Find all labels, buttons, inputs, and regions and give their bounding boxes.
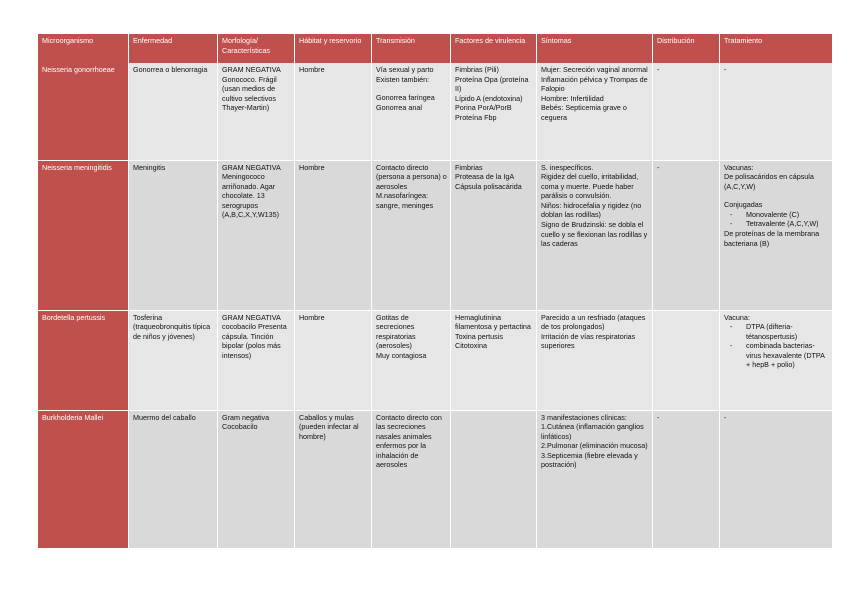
cell-transmision [372,63,451,160]
virulencia-line: Toxina pertusis [455,331,503,341]
cell-sintomas [537,160,653,310]
virulencia-line: Proteína Fbp [455,112,497,122]
sintomas-line: Rigidez del cuello, irritabilidad, coma y muerte. Puede haber parálisis o convulsión. [541,172,639,201]
tratamiento-line: - [724,412,727,422]
cell-habitat: Hombre [295,63,372,160]
sintomas-line: 3 manifestaciones clínicas: [541,412,627,422]
sintomas-line: Mujer: Secreción vaginal anormal [541,65,648,74]
microorganism-table [37,34,832,549]
cell-virulencia [451,310,537,410]
sintomas-line: 1.Cutánea (inflamación ganglios linfáticos) [541,422,644,441]
transmision-line: Vía sexual y parto [376,65,434,74]
table-row [38,160,832,310]
cell-distribucion [653,310,720,410]
sintomas-line: 3.Septicemia (fiebre elevada y postración) [541,450,638,470]
sintomas-line: Signo de Brudzinski: se dobla el cuello y se flexionan las rodillas y las caderas [541,219,648,249]
sintomas-line: Inflamación pélvica y Trompas de Falopio [541,74,648,94]
cell-virulencia [451,63,537,160]
header-habitat: Hábitat y reservorio [295,34,372,63]
cell-microorganismo: Neisseria gonorrhoeae [38,63,129,160]
header-sintomas: Síntomas [537,34,653,63]
header-transmision: Transmisión [372,34,451,63]
transmision-line: Muy contagiosa [376,350,427,360]
tratamiento-line: Vacunas: [724,162,754,172]
virulencia-line: Fimbrias [455,162,483,172]
cell-morfologia: GRAM NEGATIVA cocobacilo Presenta cápsula. Tinción bipolar (polos más intensos) [218,310,295,410]
transmision-line: M.nasofaríngea: sangre, meninges [376,191,434,210]
tratamiento-line: - [724,65,727,74]
header-virulencia: Factores de virulencia [451,34,537,63]
virulencia-line: Hemaglutinina filamentosa y pertactina [455,312,531,332]
virulencia-line: Cápsula polisacárida [455,181,522,191]
cell-habitat: Hombre [295,310,372,410]
transmision-line: Gotitas de secreciones respiratorias (aerosoles) [376,312,416,351]
transmision-line: Gonorrea anal [376,102,422,112]
header-microorganismo: Microorganismo [38,34,129,63]
cell-tratamiento [720,63,832,160]
sintomas-line: Irritación de vías respiratorias superiores [541,331,636,351]
header-row [38,34,832,63]
transmision-line: Contacto directo con las secreciones nasales animales enfermos por la inhalación de aerosoles [376,412,442,470]
list-item: - DTPA (difteria-tétanospertusis) [724,322,829,341]
cell-virulencia [451,410,537,548]
cell-enfermedad: Tosferina (traqueobronquitis típica de niños y jóvenes) [129,310,218,410]
tratamiento-line: Vacuna: [724,312,750,322]
sintomas-line: S. inespecíficos. [541,162,594,172]
cell-virulencia [451,160,537,310]
cell-tratamiento [720,160,832,310]
virulencia-line: Porina PorA/PorB [455,103,512,113]
table-row [38,310,832,410]
table-row [38,63,832,160]
tratamiento-conjugadas-list [724,210,829,229]
cell-tratamiento [720,310,832,410]
sintomas-line: Hombre: Infertilidad [541,93,604,103]
cell-sintomas [537,63,653,160]
cell-microorganismo: Neisseria meningitidis [38,160,129,310]
cell-microorganismo: Bordetella pertussis [38,310,129,410]
cell-sintomas [537,410,653,548]
virulencia-line: Proteasa de la IgA [455,172,515,182]
list-item: - Monovalente (C) [724,210,829,220]
cell-habitat: Hombre [295,160,372,310]
cell-morfologia: GRAM NEGATIVA Gonococo. Frágil (usan medios de cultivo selectivos Thayer-Martin) [218,63,295,160]
virulencia-line: Lípido A (endotoxina) [455,93,523,103]
cell-microorganismo: Burkholderia Mallei [38,410,129,548]
cell-tratamiento [720,410,832,548]
transmision-line: Contacto directo (persona a persona) o aerosoles [376,162,447,191]
header-distribucion: Distribución [653,34,720,63]
virulencia-line: Citotoxina [455,341,487,351]
cell-morfologia: Gram negativa Cocobacilo [218,410,295,548]
cell-sintomas [537,310,653,410]
sintomas-line: Bebés: Septicemia grave o ceguera [541,103,627,122]
header-morfologia: Morfología/ Características [218,34,295,63]
table-row [38,410,832,548]
cell-transmision [372,410,451,548]
sintomas-line: 2.Pulmonar (eliminación mucosa) [541,441,648,451]
cell-transmision [372,310,451,410]
header-tratamiento: Tratamiento [720,34,832,63]
list-item: - combinada bacterias-virus hexavalente (DTPA + hepB + polio) [724,341,829,370]
cell-transmision [372,160,451,310]
list-item: - Tetravalente (A,C,Y,W) [724,219,829,229]
cell-distribucion: - [653,410,720,548]
header-enfermedad: Enfermedad [129,34,218,63]
cell-enfermedad: Meningitis [129,160,218,310]
virulencia-line: Fimbrias (Pili) [455,65,499,74]
cell-enfermedad: Gonorrea o blenorragia [129,63,218,160]
virulencia-line: Proteína Opa (proteína II) [455,74,529,94]
cell-distribucion: - [653,160,720,310]
cell-distribucion: - [653,63,720,160]
sintomas-line: Parecido a un resfriado (ataques de tos prolongados) [541,312,646,332]
cell-habitat: Caballos y mulas (pueden infectar al hombre) [295,410,372,548]
tratamiento-line: De polisacáridos en cápsula (A,C,Y,W) [724,172,814,191]
transmision-line: Existen también: [376,74,430,84]
tratamiento-conjugadas-title: Conjugadas [724,200,763,210]
transmision-line: Gonorrea faríngea [376,93,435,103]
tratamiento-line: De proteínas de la membrana bacteriana (B) [724,228,820,248]
sintomas-line: Niños: hidrocefalia y rigidez (no doblan las rodillas) [541,200,642,220]
cell-enfermedad: Muermo del caballo [129,410,218,548]
cell-morfologia: GRAM NEGATIVA Meningococo arriñonado. Agar chocolate. 13 serogrupos (A,B,C,X,Y,W135) [218,160,295,310]
tratamiento-vaccine-list [724,322,829,370]
